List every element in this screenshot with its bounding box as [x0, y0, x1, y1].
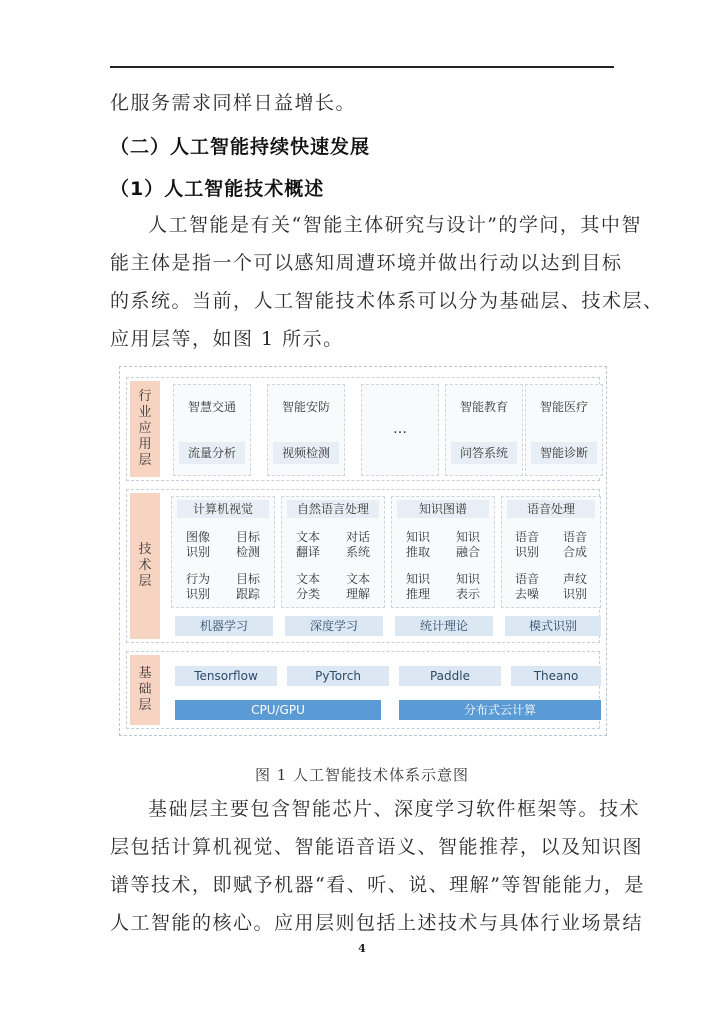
tech-item: 文本翻译	[295, 530, 320, 559]
app-layer	[126, 377, 600, 481]
tech-item: 行为识别	[185, 572, 210, 601]
paragraph-2-line: 层包括计算机视觉、智能语音语义、智能推荐，以及知识图	[110, 836, 644, 858]
app-column-bottom: 智能诊断	[531, 442, 597, 464]
tech-item: 知识表示	[455, 572, 480, 601]
tech-layer-label: 技术层	[130, 493, 160, 639]
tech-layer	[126, 489, 600, 643]
tech-foundation: 模式识别	[505, 616, 601, 636]
tech-item: 知识融合	[455, 530, 480, 559]
tech-item: 知识推取	[405, 530, 430, 559]
paragraph-2-line: 谱等技术，即赋予机器“看、听、说、理解”等智能能力，是	[110, 874, 645, 896]
tech-foundation: 机器学习	[175, 616, 273, 636]
tech-item: 文本分类	[295, 572, 320, 601]
intro-tail-paragraph	[110, 84, 614, 122]
section-heading-1: （1）人工智能技术概述	[110, 178, 325, 200]
paragraph-2	[110, 790, 645, 942]
paragraph-2-line: 基础层主要包含智能芯片、深度学习软件框架等。技术	[148, 798, 641, 820]
tech-foundation: 深度学习	[285, 616, 383, 636]
figure-caption: 图 1 人工智能技术体系示意图	[254, 766, 470, 784]
app-column-top: 智能医疗	[539, 399, 588, 414]
paragraph-2-line: 人工智能的核心。应用层则包括上述技术与具体行业场景结	[110, 912, 644, 934]
paragraph-1-line: 的系统。当前，人工智能技术体系可以分为基础层、技术层、	[110, 290, 664, 312]
app-column-bottom: 视频检测	[273, 442, 339, 464]
page-number: 4	[358, 942, 366, 955]
intro-tail-text: 化服务需求同样日益增长。	[110, 92, 357, 114]
paragraph-1	[110, 206, 664, 358]
paragraph-1-line: 能主体是指一个可以感知周遭环境并做出行动以达到目标	[110, 252, 623, 274]
framework-box: Tensorflow	[175, 666, 277, 686]
tech-group-title: 语音处理	[507, 500, 595, 518]
app-layer-label: 行业应用层	[130, 381, 160, 477]
base-layer-label: 基础层	[130, 655, 160, 725]
framework-box: PyTorch	[287, 666, 389, 686]
tech-item: 知识推理	[405, 572, 430, 601]
section-heading-2: （二）人工智能持续快速发展	[110, 136, 371, 158]
paragraph-1-line: 应用层等，如图 1 所示。	[110, 328, 344, 350]
tech-group-title: 知识图谱	[397, 500, 489, 518]
compute-box: 分布式云计算	[399, 700, 601, 720]
app-column-top: 智慧交通	[187, 399, 236, 414]
tech-item: 语音去噪	[514, 572, 539, 601]
tech-item: 目标检测	[235, 530, 260, 559]
tech-item: 文本理解	[345, 572, 370, 601]
base-layer	[126, 651, 600, 729]
app-column-bottom: 问答系统	[451, 442, 517, 464]
tech-item: 语音合成	[562, 530, 587, 559]
tech-item: 对话系统	[345, 530, 370, 559]
app-column-top: 智能教育	[459, 399, 508, 414]
app-column-bottom: 流量分析	[179, 442, 245, 464]
framework-box: Theano	[511, 666, 601, 686]
tech-item: 语音识别	[514, 530, 539, 559]
ai-tech-architecture-diagram	[119, 366, 607, 736]
tech-item: 图像识别	[185, 530, 210, 559]
tech-item: 目标跟踪	[235, 572, 260, 601]
tech-item: 声纹识别	[562, 572, 587, 601]
compute-box: CPU/GPU	[175, 700, 381, 720]
paragraph-1-line: 人工智能是有关“智能主体研究与设计”的学问，其中智	[148, 214, 642, 236]
framework-box: Paddle	[399, 666, 501, 686]
tech-group-title: 计算机视觉	[177, 500, 269, 518]
app-column-top: 智能安防	[281, 399, 330, 414]
header-rule	[110, 66, 614, 68]
tech-group-title: 自然语言处理	[287, 500, 379, 518]
tech-foundation: 统计理论	[395, 616, 493, 636]
app-ellipsis: …	[393, 420, 407, 437]
